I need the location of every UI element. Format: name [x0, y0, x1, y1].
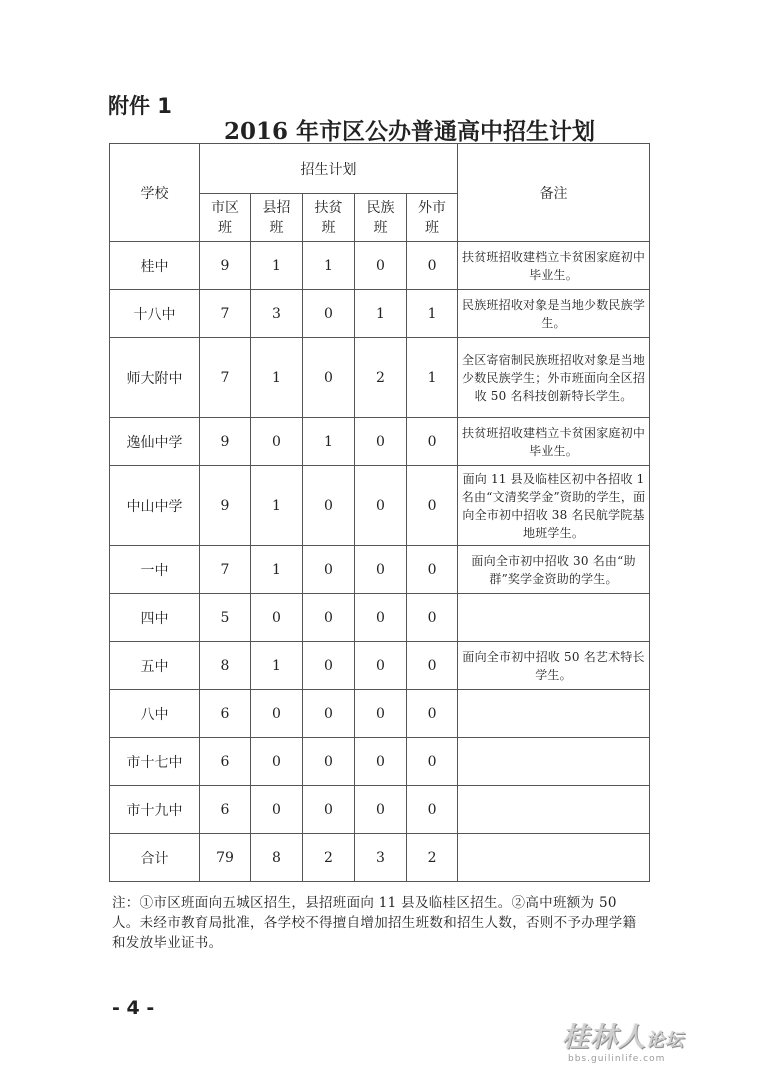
watermark-sub: 论坛 — [646, 1030, 684, 1051]
plan-value: 0 — [355, 786, 407, 834]
plan-value: 0 — [303, 594, 355, 642]
plan-value: 0 — [303, 738, 355, 786]
plan-value: 0 — [303, 338, 355, 418]
remark-cell — [458, 690, 650, 738]
plan-value: 3 — [355, 834, 407, 882]
plan-value: 0 — [303, 290, 355, 338]
header-subcol: 扶贫 班 — [303, 194, 355, 242]
table-row — [110, 738, 650, 786]
table-row — [110, 594, 650, 642]
remark-cell: 面向全市初中招收 30 名由“助群”奖学金资助的学生。 — [458, 546, 650, 594]
table-row — [110, 466, 650, 546]
plan-value: 1 — [303, 418, 355, 466]
plan-value: 1 — [355, 290, 407, 338]
watermark-text: 桂林人 — [562, 1022, 646, 1053]
school-name: 桂中 — [110, 242, 200, 290]
school-name: 四中 — [110, 594, 200, 642]
plan-value: 0 — [251, 738, 303, 786]
plan-value: 0 — [355, 242, 407, 290]
plan-value: 0 — [303, 690, 355, 738]
remark-cell — [458, 594, 650, 642]
forum-watermark-logo — [562, 1015, 732, 1064]
plan-value: 9 — [200, 242, 251, 290]
table-row — [110, 418, 650, 466]
header-school: 学校 — [110, 144, 200, 242]
plan-value: 0 — [407, 642, 458, 690]
plan-value: 9 — [200, 466, 251, 546]
table-row — [110, 242, 650, 290]
plan-value: 1 — [251, 546, 303, 594]
school-name: 师大附中 — [110, 338, 200, 418]
plan-value: 0 — [251, 594, 303, 642]
plan-value: 0 — [407, 418, 458, 466]
plan-value: 79 — [200, 834, 251, 882]
header-plan: 招生计划 — [200, 144, 458, 194]
plan-value: 0 — [355, 418, 407, 466]
plan-value: 3 — [251, 290, 303, 338]
remark-cell: 面向 11 县及临桂区初中各招收 1 名由“文清奖学金”资助的学生，面向全市初中招收 38 名民航学院基地班学生。 — [458, 466, 650, 546]
plan-value: 0 — [251, 690, 303, 738]
header-remarks: 备注 — [458, 144, 650, 242]
plan-value: 0 — [407, 786, 458, 834]
header-subcol: 民族 班 — [355, 194, 407, 242]
remark-cell: 民族班招收对象是当地少数民族学生。 — [458, 290, 650, 338]
remark-cell: 面向全市初中招收 50 名艺术特长学生。 — [458, 642, 650, 690]
school-name: 八中 — [110, 690, 200, 738]
plan-value: 0 — [303, 786, 355, 834]
school-name: 逸仙中学 — [110, 418, 200, 466]
plan-value: 0 — [355, 690, 407, 738]
plan-value: 7 — [200, 338, 251, 418]
document-title: 2016 年市区公办普通高中招生计划 — [223, 118, 596, 145]
plan-value: 0 — [303, 546, 355, 594]
plan-value: 1 — [303, 242, 355, 290]
watermark-url: bbs.guilinlife.com — [568, 1054, 666, 1064]
remark-cell — [458, 738, 650, 786]
plan-value: 0 — [355, 594, 407, 642]
remark-cell: 扶贫班招收建档立卡贫困家庭初中毕业生。 — [458, 418, 650, 466]
table-row — [110, 290, 650, 338]
table-row — [110, 690, 650, 738]
school-name: 合计 — [110, 834, 200, 882]
plan-value: 0 — [407, 546, 458, 594]
school-name: 市十九中 — [110, 786, 200, 834]
table-row — [110, 834, 650, 882]
school-name: 中山中学 — [110, 466, 200, 546]
plan-value: 0 — [355, 738, 407, 786]
plan-value: 1 — [251, 466, 303, 546]
plan-value: 0 — [407, 738, 458, 786]
plan-value: 1 — [407, 290, 458, 338]
plan-value: 0 — [303, 642, 355, 690]
plan-value: 9 — [200, 418, 251, 466]
plan-value: 8 — [251, 834, 303, 882]
table-row — [110, 642, 650, 690]
enrollment-plan-table — [109, 143, 650, 882]
table-row — [110, 546, 650, 594]
plan-value: 0 — [407, 690, 458, 738]
plan-value: 1 — [407, 338, 458, 418]
plan-value: 0 — [355, 642, 407, 690]
plan-value: 1 — [251, 642, 303, 690]
plan-value: 7 — [200, 546, 251, 594]
remark-cell — [458, 834, 650, 882]
plan-value: 0 — [303, 466, 355, 546]
plan-value: 7 — [200, 290, 251, 338]
remark-cell — [458, 786, 650, 834]
plan-value: 6 — [200, 786, 251, 834]
attachment-label: 附件 1 — [108, 94, 172, 118]
plan-value: 0 — [355, 546, 407, 594]
remark-cell: 全区寄宿制民族班招收对象是当地少数民族学生；外市班面向全区招收 50 名科技创新特长学生。 — [458, 338, 650, 418]
table-row — [110, 786, 650, 834]
school-name: 市十七中 — [110, 738, 200, 786]
school-name: 一中 — [110, 546, 200, 594]
table-row — [110, 338, 650, 418]
plan-value: 0 — [251, 418, 303, 466]
plan-value: 0 — [407, 594, 458, 642]
page-number: - 4 - — [112, 997, 155, 1019]
remark-cell: 扶贫班招收建档立卡贫困家庭初中毕业生。 — [458, 242, 650, 290]
plan-value: 6 — [200, 738, 251, 786]
plan-value: 5 — [200, 594, 251, 642]
header-subcol: 外市 班 — [407, 194, 458, 242]
plan-value: 0 — [355, 466, 407, 546]
plan-value: 2 — [407, 834, 458, 882]
plan-value: 0 — [251, 786, 303, 834]
plan-value: 1 — [251, 242, 303, 290]
school-name: 十八中 — [110, 290, 200, 338]
header-subcol: 市区 班 — [200, 194, 251, 242]
header-subcol: 县招 班 — [251, 194, 303, 242]
school-name: 五中 — [110, 642, 200, 690]
plan-value: 2 — [303, 834, 355, 882]
plan-value: 0 — [407, 466, 458, 546]
plan-value: 8 — [200, 642, 251, 690]
plan-value: 0 — [407, 242, 458, 290]
plan-value: 1 — [251, 338, 303, 418]
plan-value: 6 — [200, 690, 251, 738]
footnote: 注：①市区班面向五城区招生，县招班面向 11 县及临桂区招生。②高中班额为 50 人。未经市教育局批准，各学校不得擅自增加招生班数和招生人数，否则不予办理学籍和发放毕业证书。 — [112, 895, 637, 951]
plan-value: 2 — [355, 338, 407, 418]
